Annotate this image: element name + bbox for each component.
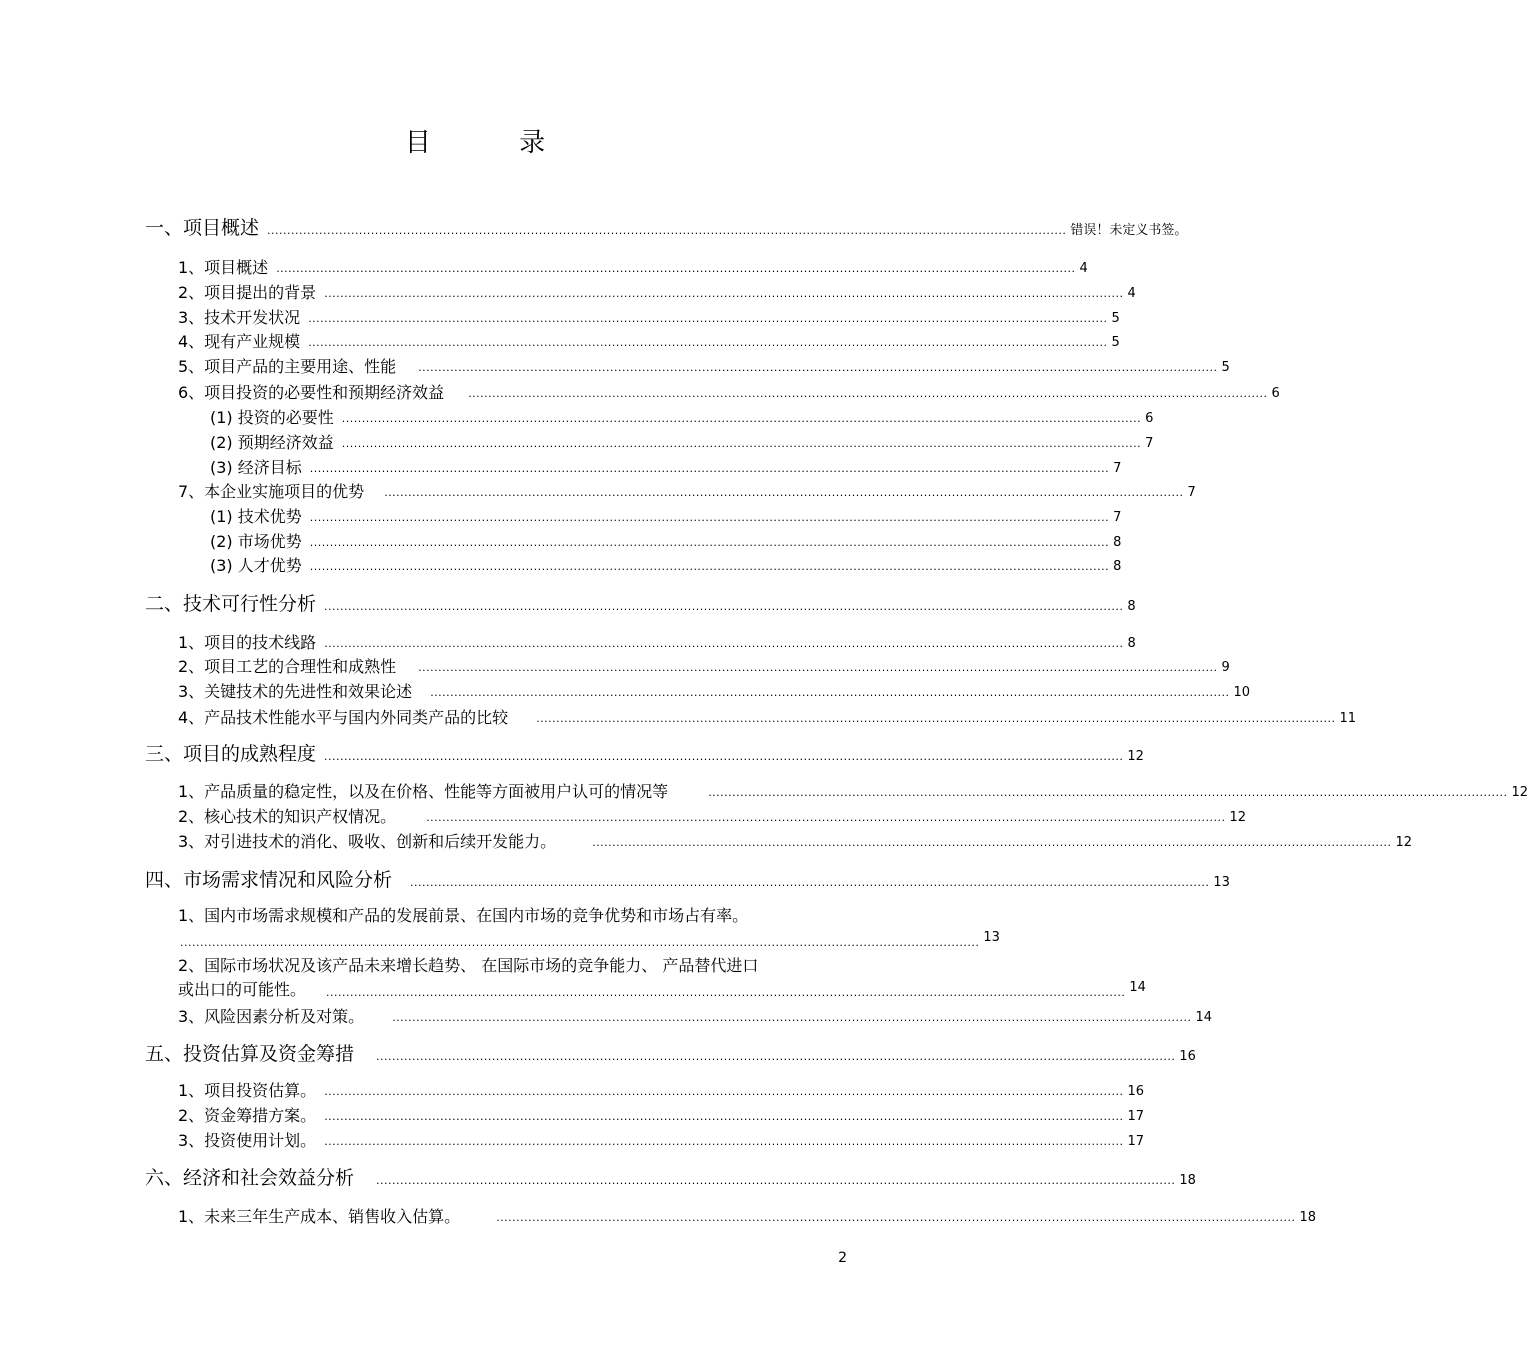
toc-entry-label: 3、关键技术的先进性和效果论述 bbox=[178, 682, 413, 701]
toc-entry-label: 7、本企业实施项目的优势 bbox=[178, 482, 365, 501]
toc-entry[interactable] bbox=[178, 480, 1196, 502]
toc-entry-page: 17 bbox=[1127, 1109, 1145, 1124]
toc-entry-sub[interactable] bbox=[210, 431, 1154, 453]
dot-leader: ........................................................................................................................................................................................................ bbox=[708, 786, 1508, 799]
toc-entry-page: 12 bbox=[1395, 835, 1413, 850]
toc-entry-label-continued: 或出口的可能性。 bbox=[178, 980, 307, 999]
toc-entry[interactable] bbox=[178, 281, 1136, 303]
toc-entry-page: 12 bbox=[1127, 749, 1144, 764]
toc-entry-label: (1) 投资的必要性 bbox=[210, 408, 334, 427]
toc-entry-page: 10 bbox=[1233, 685, 1251, 700]
toc-entry[interactable] bbox=[178, 655, 1230, 677]
toc-title: 目 录 bbox=[404, 128, 586, 158]
toc-entry[interactable] bbox=[178, 1205, 1317, 1227]
toc-entry-page: 6 bbox=[1145, 411, 1154, 426]
toc-entry-page: 错误！未定义书签。 bbox=[1070, 223, 1188, 238]
dot-leader: ........................................................................................................................................................................................................ bbox=[324, 1135, 1124, 1148]
toc-entry[interactable] bbox=[178, 680, 1251, 702]
dot-leader: ........................................................................................................................................................................................................ bbox=[309, 536, 1110, 549]
toc-entry-label: 一、项目概述 bbox=[145, 217, 260, 239]
toc-entry-label: (1) 技术优势 bbox=[210, 507, 302, 526]
toc-entry[interactable] bbox=[178, 1079, 1145, 1101]
page-number: 2 bbox=[838, 1250, 847, 1266]
toc-entry-page: 16 bbox=[1127, 1084, 1145, 1099]
toc-entry[interactable] bbox=[178, 1005, 1213, 1027]
toc-entry-page: 12 bbox=[1229, 810, 1247, 825]
toc-entry-label: 3、风险因素分析及对策。 bbox=[178, 1007, 365, 1026]
toc-entry-page: 14 bbox=[1129, 980, 1146, 995]
toc-entry-label: 3、投资使用计划。 bbox=[178, 1131, 317, 1150]
toc-entry-label: 4、现有产业规模 bbox=[178, 332, 301, 351]
toc-entry-sub[interactable] bbox=[210, 505, 1122, 527]
toc-entry-label: 五、投资估算及资金筹措 bbox=[145, 1043, 355, 1065]
toc-entry-wrapped[interactable] bbox=[178, 954, 1146, 1002]
toc-entry-label: 1、产品质量的稳定性，以及在价格、性能等方面被用户认可的情况等 bbox=[178, 782, 669, 801]
dot-leader: ........................................................................................................................................................................................................ bbox=[430, 686, 1230, 699]
toc-entry[interactable] bbox=[178, 355, 1230, 377]
toc-entry-label: 2、国际市场状况及该产品未来增长趋势、 在国际市场的竞争能力、 产品替代进口 bbox=[178, 956, 759, 975]
toc-entry-page: 18 bbox=[1299, 1210, 1317, 1225]
toc-entry-wrapped[interactable] bbox=[178, 904, 1000, 952]
toc-entry-label: 2、核心技术的知识产权情况。 bbox=[178, 807, 397, 826]
toc-entry[interactable] bbox=[178, 1129, 1145, 1151]
toc-entry-page: 5 bbox=[1221, 360, 1230, 375]
toc-entry[interactable] bbox=[178, 631, 1136, 653]
toc-entry-page: 7 bbox=[1113, 461, 1122, 476]
dot-leader: ........................................................................................................................................................................................................ bbox=[418, 361, 1218, 374]
dot-leader: ........................................................................................................................................................................................................ bbox=[324, 1110, 1124, 1123]
toc-entry-label: 4、产品技术性能水平与国内外同类产品的比较 bbox=[178, 708, 509, 727]
toc-entry[interactable] bbox=[178, 805, 1247, 827]
toc-entry-page: 11 bbox=[1339, 711, 1357, 726]
toc-entry-sub[interactable] bbox=[210, 456, 1122, 478]
toc-entry[interactable] bbox=[178, 306, 1120, 328]
dot-leader: ........................................................................................................................................................................................................ bbox=[267, 224, 1067, 237]
dot-leader: ........................................................................................................................................................................................................ bbox=[308, 336, 1108, 349]
toc-entry-label: 5、项目产品的主要用途、性能 bbox=[178, 357, 397, 376]
toc-entry-label: 3、技术开发状况 bbox=[178, 308, 301, 327]
dot-leader: ........................................................................................................................................................................................................ bbox=[324, 637, 1124, 650]
toc-entry-page: 8 bbox=[1113, 559, 1122, 574]
toc-entry-label: 1、未来三年生产成本、销售收入估算。 bbox=[178, 1207, 461, 1226]
toc-entry[interactable] bbox=[178, 1104, 1145, 1126]
toc-entry-page: 8 bbox=[1113, 535, 1122, 550]
toc-entry-page: 13 bbox=[983, 930, 1000, 945]
dot-leader: ........................................................................................................................................................................................................ bbox=[496, 1211, 1296, 1224]
dot-leader: ........................................................................................................................................................................................................ bbox=[392, 1011, 1192, 1024]
dot-leader: ........................................................................................................................................................................................................ bbox=[592, 836, 1392, 849]
dot-leader: ........................................................................................................................................................................................................ bbox=[309, 462, 1110, 475]
dot-leader: ........................................................................................................................................................................................................ bbox=[384, 486, 1184, 499]
dot-leader: ........................................................................................................................................................................................................ bbox=[418, 661, 1218, 674]
dot-leader: ........................................................................................................................................................................................................ bbox=[324, 600, 1124, 613]
toc-entry-label: 四、市场需求情况和风险分析 bbox=[145, 869, 393, 891]
toc-entry-page: 14 bbox=[1195, 1010, 1213, 1025]
dot-leader: ........................................................................................................................................................................................................ bbox=[341, 412, 1142, 425]
dot-leader: ........................................................................................................................................................................................................ bbox=[324, 750, 1124, 763]
dot-leader: ........................................................................................................................................................................................................ bbox=[324, 287, 1124, 300]
toc-entry-page: 4 bbox=[1079, 261, 1088, 276]
toc-entry-label: 二、技术可行性分析 bbox=[145, 593, 317, 615]
toc-entry-label: (3) 人才优势 bbox=[210, 556, 302, 575]
toc-entry-page: 12 bbox=[1511, 785, 1528, 800]
toc-entry-sub[interactable] bbox=[210, 554, 1122, 576]
toc-entry-label: 2、项目工艺的合理性和成熟性 bbox=[178, 657, 397, 676]
toc-entry-sub[interactable] bbox=[210, 530, 1122, 552]
toc-entry-label: (2) 市场优势 bbox=[210, 532, 302, 551]
toc-entry-page: 9 bbox=[1221, 660, 1230, 675]
dot-leader: ........................................................................................................................................................................................................ bbox=[276, 262, 1076, 275]
dot-leader: ........................................................................................................................................................................................................ bbox=[536, 712, 1336, 725]
toc-entry-label: 6、项目投资的必要性和预期经济效益 bbox=[178, 383, 445, 402]
dot-leader: ........................................................................................................................................................................................................ bbox=[376, 1050, 1176, 1063]
toc-entry[interactable] bbox=[178, 780, 1528, 802]
toc-entry-label: 1、项目概述 bbox=[178, 258, 269, 277]
dot-leader: ........................................................................................................................................................................................................ bbox=[324, 1085, 1124, 1098]
toc-entry-label: 2、项目提出的背景 bbox=[178, 283, 317, 302]
toc-entry-section[interactable] bbox=[145, 866, 1230, 892]
toc-entry-page: 7 bbox=[1187, 485, 1196, 500]
toc-entry-page: 4 bbox=[1127, 286, 1136, 301]
dot-leader: ........................................................................................................................................................................................................ bbox=[309, 511, 1110, 524]
toc-entry-label: 1、项目投资估算。 bbox=[178, 1081, 317, 1100]
toc-entry-section[interactable] bbox=[145, 740, 1144, 766]
toc-entry-label: 2、资金筹措方案。 bbox=[178, 1106, 317, 1125]
toc-entry-page: 5 bbox=[1111, 335, 1120, 350]
toc-entry-section[interactable] bbox=[145, 214, 1188, 240]
dot-leader: ........................................................................................................................................................................................................ bbox=[376, 1174, 1176, 1187]
dot-leader: ........................................................................................................................................................................................................ bbox=[308, 312, 1108, 325]
toc-entry-label: 3、对引进技术的消化、吸收、创新和后续开发能力。 bbox=[178, 832, 557, 851]
dot-leader: ........................................................................................................................................................................................................ bbox=[309, 560, 1110, 573]
toc-entry-page: 8 bbox=[1127, 599, 1136, 614]
toc-entry-section[interactable] bbox=[145, 1040, 1196, 1066]
dot-leader: ........................................................................................................................................................................................................ bbox=[426, 811, 1226, 824]
toc-entry-page: 13 bbox=[1213, 875, 1230, 890]
toc-entry-page: 6 bbox=[1271, 386, 1280, 401]
toc-entry[interactable] bbox=[178, 381, 1280, 403]
toc-entry-page: 16 bbox=[1179, 1049, 1196, 1064]
toc-entry-page: 17 bbox=[1127, 1134, 1145, 1149]
toc-entry-page: 5 bbox=[1111, 311, 1120, 326]
toc-entry[interactable] bbox=[178, 830, 1413, 852]
toc-entry-label: (3) 经济目标 bbox=[210, 458, 302, 477]
toc-entry-sub[interactable] bbox=[210, 406, 1154, 428]
dot-leader: ........................................................................................................................................................................................................ bbox=[410, 876, 1210, 889]
toc-entry-page: 7 bbox=[1113, 510, 1122, 525]
toc-entry-label: (2) 预期经济效益 bbox=[210, 433, 334, 452]
toc-entry-label: 六、经济和社会效益分析 bbox=[145, 1167, 355, 1189]
toc-entry-page: 18 bbox=[1179, 1173, 1196, 1188]
toc-entry-section[interactable] bbox=[145, 1164, 1196, 1190]
toc-entry-label: 三、项目的成熟程度 bbox=[145, 743, 317, 765]
toc-entry-label: 1、国内市场需求规模和产品的发展前景、在国内市场的竞争优势和市场占有率。 bbox=[178, 906, 749, 925]
toc-entry[interactable] bbox=[178, 256, 1088, 278]
toc-entry[interactable] bbox=[178, 330, 1120, 352]
toc-entry-section[interactable] bbox=[145, 590, 1136, 616]
toc-entry-page: 8 bbox=[1127, 636, 1136, 651]
toc-entry-page: 7 bbox=[1145, 436, 1154, 451]
dot-leader: ........................................................................................................................................................................................................ bbox=[326, 986, 1126, 999]
dot-leader: ........................................................................................................................................................................................................ bbox=[341, 437, 1142, 450]
dot-leader: ........................................................................................................................................................................................................ bbox=[468, 387, 1268, 400]
toc-entry[interactable] bbox=[178, 706, 1357, 728]
dot-leader: ........................................................................................................................................................................................................ bbox=[180, 936, 980, 949]
toc-entry-label: 1、项目的技术线路 bbox=[178, 633, 317, 652]
